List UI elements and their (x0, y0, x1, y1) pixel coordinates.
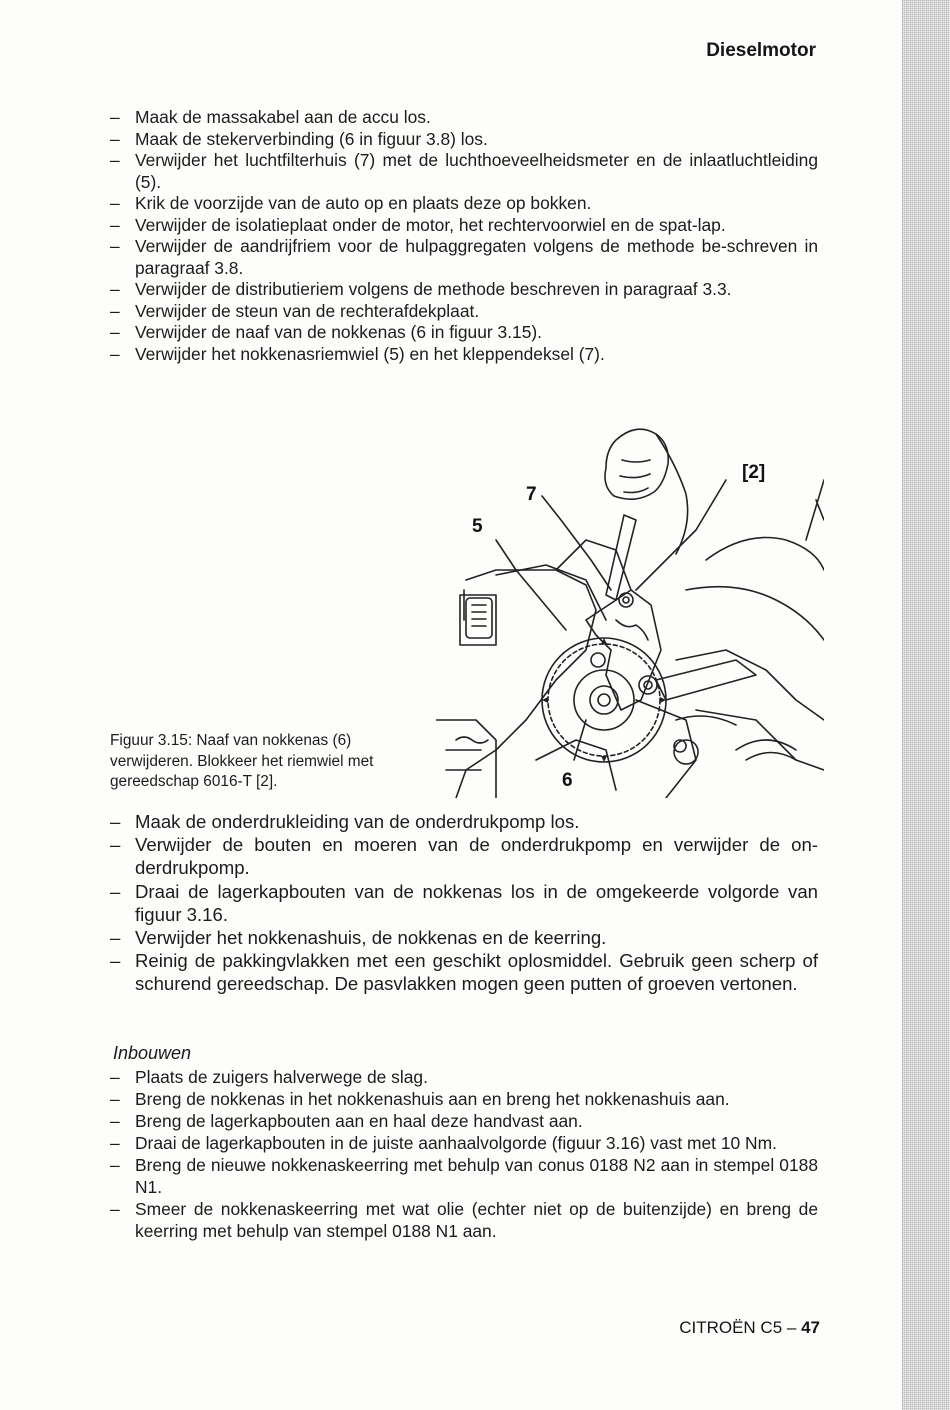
list-item: – Verwijder het nokkenashuis, de nokkenas en de keerring. (110, 926, 818, 949)
callout-5: 5 (472, 516, 483, 537)
list-item: – Verwijder de naaf van de nokkenas (6 in figuur 3.15). (110, 322, 818, 344)
list-item: – Krik de voorzijde van de auto op en plaats deze op bokken. (110, 193, 818, 215)
engine-line-drawing (436, 420, 824, 798)
chapter-title: Dieselmotor (706, 40, 816, 61)
installation-steps-list (110, 1066, 818, 1242)
list-item: – Reinig de pakkingvlakken met een geschikt oplosmiddel. Gebruik geen scherp of schurend gereedschap. De pasvlakken mogen geen putten of groeven vertonen. (110, 949, 818, 995)
section-heading-installation: Inbouwen (113, 1043, 192, 1063)
camshaft-hub-illustration (436, 420, 824, 798)
figure-caption: Figuur 3.15: Naaf van nokkenas (6) verwijderen. Blokkeer het riemwiel met gereedschap 6016-T [2]. (110, 732, 374, 790)
list-item: – Verwijder de aandrijfriem voor de hulpaggregaten volgens de methode be-schreven in paragraaf 3.8. (110, 236, 818, 279)
list-item: – Plaats de zuigers halverwege de slag. (110, 1066, 818, 1088)
page-number: 47 (801, 1318, 820, 1337)
list-item: – Draai de lagerkapbouten in de juiste aanhaalvolgorde (figuur 3.16) vast met 10 Nm. (110, 1132, 818, 1154)
list-item: – Verwijder het luchtfilterhuis (7) met de luchthoeveelheidsmeter en de inlaatluchtleiding (5). (110, 150, 818, 193)
list-item: – Verwijder de isolatieplaat onder de motor, het rechtervoorwiel en de spat-lap. (110, 215, 818, 237)
removal-steps-list-1 (110, 107, 818, 365)
list-item: – Verwijder de bouten en moeren van de onderdrukpomp en verwijder de on-derdrukpomp. (110, 833, 818, 879)
page-footer (679, 1318, 820, 1338)
list-item: – Maak de massakabel aan de accu los. (110, 107, 818, 129)
callout-6: 6 (562, 770, 573, 791)
list-item: – Breng de lagerkapbouten aan en haal deze handvast aan. (110, 1110, 818, 1132)
list-item: – Verwijder het nokkenasriemwiel (5) en het kleppendeksel (7). (110, 344, 818, 366)
list-item: – Breng de nieuwe nokkenaskeerring met behulp van conus 0188 N2 aan in stempel 0188 N1. (110, 1154, 818, 1198)
list-item: – Verwijder de distributieriem volgens de methode beschreven in paragraaf 3.3. (110, 279, 818, 301)
list-item: – Verwijder de steun van de rechterafdekplaat. (110, 301, 818, 323)
page-edge-scan-strip (902, 0, 950, 1410)
list-item: – Smeer de nokkenaskeerring met wat olie (echter niet op de buitenzijde) en breng de keerring met behulp van stempel 0188 N1 aan. (110, 1198, 818, 1242)
list-item: – Draai de lagerkapbouten van de nokkenas los in de omgekeerde volgorde van figuur 3.16. (110, 880, 818, 926)
callout-2: [2] (742, 462, 766, 483)
callout-7: 7 (526, 484, 537, 505)
removal-steps-list-2 (110, 810, 818, 996)
list-item: – Maak de onderdrukleiding van de onderdrukpomp los. (110, 810, 818, 833)
list-item: – Breng de nokkenas in het nokkenashuis aan en breng het nokkenashuis aan. (110, 1088, 818, 1110)
list-item: – Maak de stekerverbinding (6 in figuur 3.8) los. (110, 129, 818, 151)
footer-brand: CITROËN C5 – (679, 1318, 797, 1337)
